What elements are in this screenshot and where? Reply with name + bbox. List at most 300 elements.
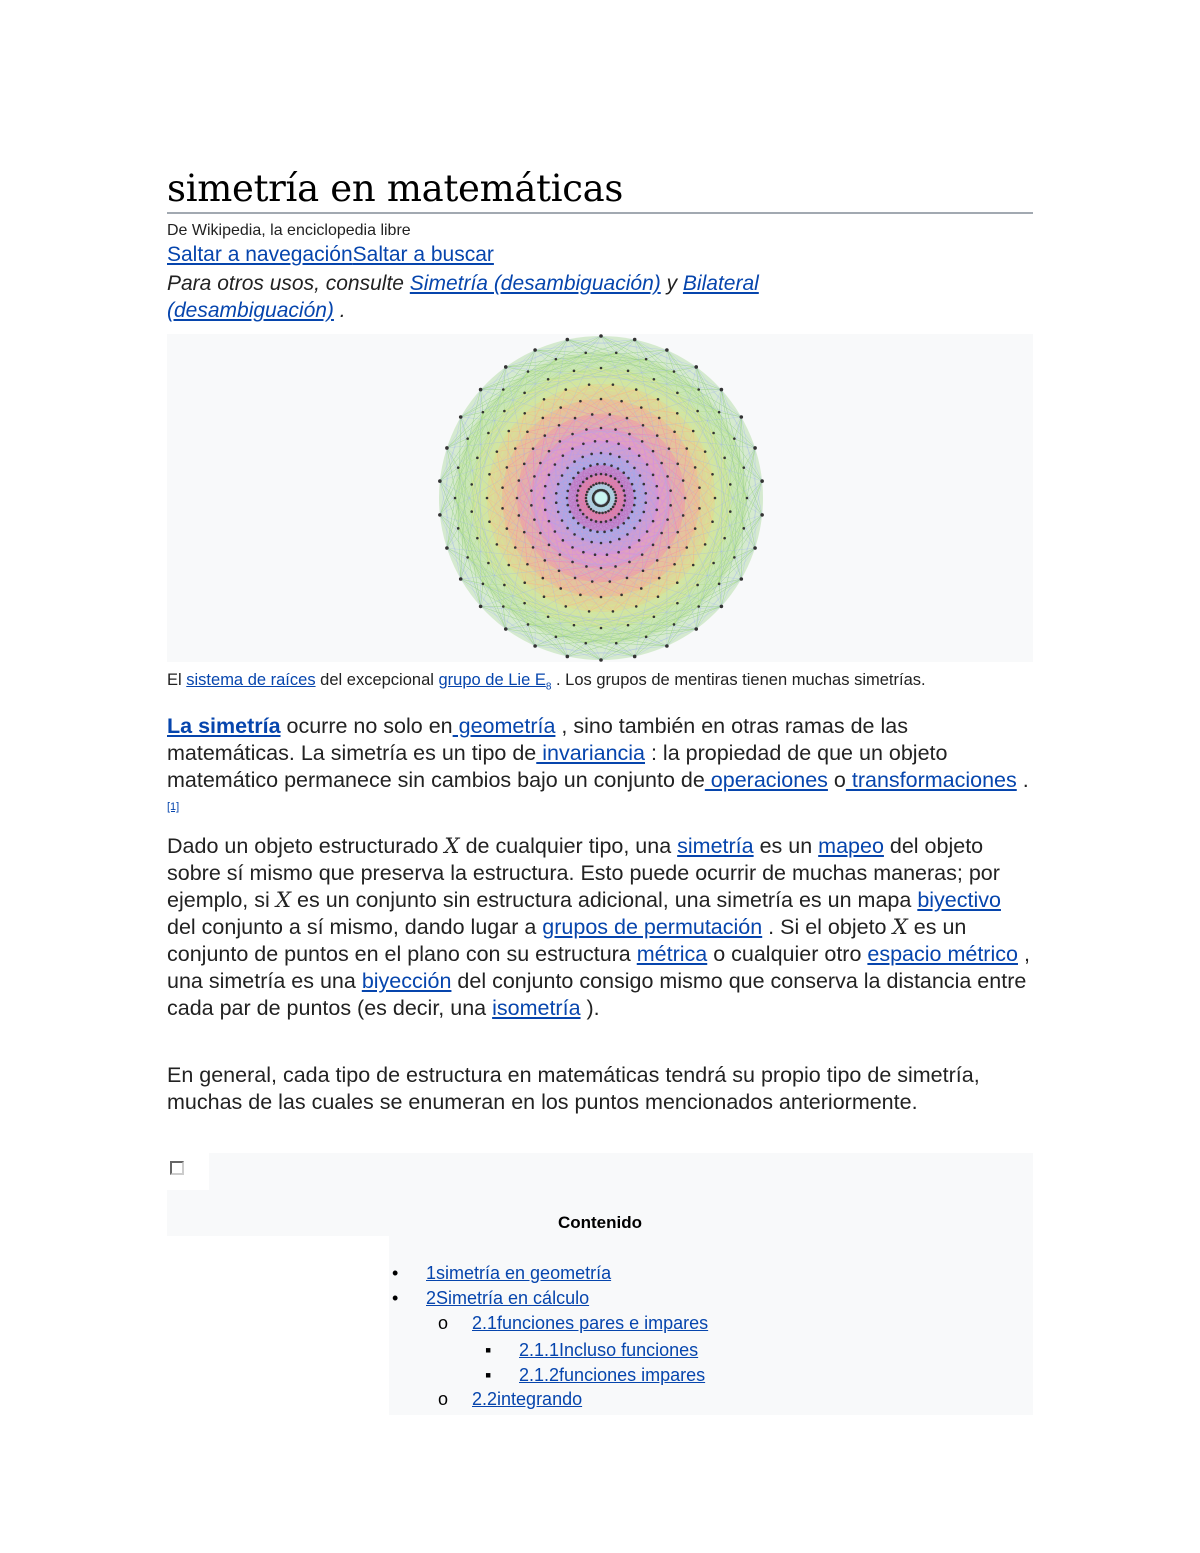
- caption-text-3: . Los grupos de mentiras tienen muchas simetrías.: [551, 671, 926, 689]
- root-vertex: [608, 413, 611, 416]
- text: o: [827, 768, 846, 792]
- root-vertex: [613, 503, 616, 506]
- root-vertex: [660, 462, 663, 465]
- root-vertex: [589, 464, 592, 467]
- root-vertex: [600, 367, 603, 370]
- toc-item[interactable]: [392, 1263, 612, 1284]
- root-vertex: [576, 499, 579, 502]
- root-vertex: [487, 432, 490, 435]
- site-tagline: De Wikipedia, la enciclopedia libre: [167, 222, 411, 239]
- root-vertex: [533, 348, 537, 352]
- root-vertex: [711, 520, 714, 523]
- root-vertex: [558, 569, 561, 572]
- root-vertex: [496, 543, 499, 546]
- caption-link-lie-group[interactable]: [438, 671, 552, 693]
- reference-1-link[interactable]: [1]: [167, 801, 180, 813]
- root-vertex: [633, 490, 636, 493]
- link-simetria[interactable]: simetría: [677, 834, 754, 858]
- root-vertex: [642, 511, 645, 514]
- root-vertex: [626, 460, 629, 463]
- root-vertex: [676, 412, 679, 415]
- root-vertex: [641, 440, 644, 443]
- root-vertex: [566, 655, 570, 659]
- root-vertex: [504, 627, 508, 631]
- root-vertex: [718, 411, 721, 414]
- paragraph-general: En general, cada tipo de estructura en matemáticas tendrá su propio tipo de simetría, muchas de las cuales se enumeran en los puntos mencionados anteriormente.: [167, 1063, 980, 1114]
- root-vertex: [566, 527, 569, 530]
- root-vertex: [579, 509, 582, 512]
- root-vertex: [596, 531, 599, 534]
- root-vertex: [720, 605, 724, 609]
- root-vertex: [533, 518, 536, 521]
- root-vertex: [527, 623, 530, 626]
- root-vertex: [577, 471, 580, 474]
- root-vertex: [628, 433, 631, 436]
- math-variable-x: X: [892, 915, 908, 940]
- root-vertex: [577, 504, 580, 507]
- root-vertex: [618, 481, 621, 484]
- root-vertex: [585, 497, 588, 500]
- root-vertex: [548, 544, 551, 547]
- root-vertex: [682, 479, 685, 482]
- root-vertex: [614, 516, 617, 519]
- root-vertex: [617, 467, 620, 470]
- root-vertex: [617, 551, 620, 554]
- root-vertex: [729, 510, 732, 513]
- root-vertex: [733, 556, 736, 559]
- root-vertex: [733, 437, 736, 440]
- root-vertex: [589, 529, 592, 532]
- root-vertex: [591, 413, 594, 416]
- root-vertex: [572, 477, 575, 480]
- link-transformaciones[interactable]: transformaciones: [845, 768, 1017, 792]
- root-vertex: [488, 520, 491, 523]
- root-vertex: [445, 446, 449, 450]
- root-vertex: [571, 447, 574, 450]
- root-vertex: [646, 463, 649, 466]
- toc-item[interactable]: [438, 1313, 709, 1334]
- root-vertex: [743, 527, 746, 530]
- root-vertex: [673, 563, 676, 566]
- paragraph-structured-object: [167, 833, 1033, 1022]
- root-vertex: [502, 605, 505, 608]
- root-vertex: [543, 595, 546, 598]
- root-vertex: [682, 514, 685, 517]
- root-vertex: [581, 538, 584, 541]
- root-vertex: [612, 610, 615, 613]
- toc-link[interactable]: [426, 1288, 589, 1308]
- root-vertex: [590, 475, 593, 478]
- root-vertex: [627, 370, 630, 373]
- root-vertex: [656, 559, 659, 562]
- root-vertex: [566, 467, 569, 470]
- caption-subscript: 8: [545, 681, 552, 693]
- root-vertex: [604, 511, 607, 514]
- toc-item[interactable]: [485, 1365, 706, 1386]
- figure-e8-root-system: [167, 334, 1033, 662]
- root-vertex: [631, 483, 634, 486]
- root-vertex: [572, 517, 575, 520]
- root-vertex: [605, 473, 608, 476]
- root-vertex: [457, 527, 460, 530]
- root-vertex: [582, 513, 585, 516]
- root-vertex: [638, 454, 641, 457]
- toc-item[interactable]: [392, 1288, 590, 1309]
- root-vertex: [626, 577, 629, 580]
- root-vertex: [644, 492, 647, 495]
- root-vertex: [598, 512, 601, 515]
- link-biyectivo[interactable]: biyectivo: [917, 888, 1001, 912]
- root-vertex: [658, 577, 661, 580]
- root-vertex: [633, 527, 636, 530]
- bullet-icon: ▪: [485, 1365, 492, 1385]
- root-vertex: [586, 503, 589, 506]
- link-isometria[interactable]: isometría: [492, 996, 581, 1020]
- toc-link[interactable]: [426, 1263, 611, 1283]
- toc-toggle-checkbox[interactable]: [167, 1153, 207, 1190]
- root-vertex: [547, 615, 550, 618]
- root-vertex: [543, 398, 546, 401]
- root-vertex: [514, 447, 517, 450]
- root-vertex: [566, 338, 570, 342]
- root-vertex: [583, 526, 586, 529]
- link-operaciones[interactable]: operaciones: [704, 768, 828, 792]
- link-la-simetria[interactable]: La simetría: [167, 714, 281, 738]
- root-vertex: [527, 370, 530, 373]
- jump-to-search-link[interactable]: Saltar a buscar: [352, 243, 494, 266]
- root-vertex: [573, 624, 576, 627]
- caption-text-2: del excepcional: [315, 671, 439, 689]
- root-vertex: [640, 587, 643, 590]
- toc-label: simetría en geometría: [436, 1263, 612, 1283]
- math-variable-x: X: [444, 834, 460, 859]
- root-vertex: [579, 400, 582, 403]
- root-vertex: [676, 581, 679, 584]
- link-mapeo[interactable]: mapeo: [818, 834, 884, 858]
- root-vertex: [685, 546, 688, 549]
- root-vertex: [712, 432, 715, 435]
- root-vertex: [559, 406, 562, 409]
- root-vertex: [555, 492, 558, 495]
- root-vertex: [574, 577, 577, 580]
- root-vertex: [459, 577, 463, 581]
- root-vertex: [623, 504, 626, 507]
- jump-to-navigation-link[interactable]: Saltar a navegación: [167, 243, 353, 266]
- root-vertex: [595, 520, 598, 523]
- root-vertex: [504, 365, 508, 369]
- root-vertex: [704, 450, 707, 453]
- root-vertex: [544, 485, 547, 488]
- hatnote-link-simetria[interactable]: Simetría (desambiguación): [409, 272, 661, 295]
- root-vertex: [479, 388, 483, 392]
- root-vertex: [564, 388, 567, 391]
- root-vertex: [573, 370, 576, 373]
- root-vertex: [723, 537, 726, 540]
- root-vertex: [561, 519, 564, 522]
- root-vertex: [618, 538, 621, 541]
- root-vertex: [627, 477, 630, 480]
- root-vertex: [610, 464, 613, 467]
- text: del conjunto consigo mismo que conserva la distancia entre cada par de puntos (es decir, una: [167, 969, 1027, 1020]
- root-vertex: [501, 507, 504, 510]
- root-vertex: [617, 442, 620, 445]
- root-vertex: [615, 351, 618, 354]
- link-invariancia[interactable]: invariancia: [536, 741, 646, 765]
- root-vertex: [676, 463, 679, 466]
- toc-item[interactable]: [438, 1389, 583, 1410]
- root-vertex: [613, 491, 616, 494]
- root-vertex: [657, 497, 660, 500]
- root-vertex: [712, 562, 715, 565]
- root-vertex: [628, 447, 631, 450]
- root-vertex: [697, 605, 700, 608]
- link-espacio-metrico[interactable]: espacio métrico: [867, 942, 1018, 966]
- root-vertex: [624, 499, 627, 502]
- root-vertex: [466, 556, 469, 559]
- root-vertex: [692, 430, 695, 433]
- root-vertex: [714, 497, 717, 500]
- root-vertex: [658, 417, 661, 420]
- root-vertex: [657, 595, 660, 598]
- root-vertex: [584, 351, 587, 354]
- root-vertex: [694, 527, 697, 530]
- root-vertex: [612, 383, 615, 386]
- root-vertex: [685, 447, 688, 450]
- root-vertex: [620, 509, 623, 512]
- toc-label: integrando: [497, 1389, 583, 1409]
- e8-root-system-image[interactable]: [437, 334, 765, 662]
- text: es un conjunto de puntos en el plano con su estructura: [167, 915, 967, 966]
- root-vertex: [600, 567, 603, 570]
- root-vertex: [617, 526, 620, 529]
- root-vertex: [523, 392, 526, 395]
- root-vertex: [609, 475, 612, 478]
- root-vertex: [588, 383, 591, 386]
- root-vertex: [633, 338, 637, 342]
- root-vertex: [542, 577, 545, 580]
- root-vertex: [506, 466, 509, 469]
- root-vertex: [635, 605, 638, 608]
- root-vertex: [585, 428, 588, 431]
- root-center: [595, 492, 607, 504]
- root-vertex: [614, 477, 617, 480]
- link-grupos-de-permutacion[interactable]: grupos de permutación: [542, 915, 763, 939]
- root-vertex: [598, 489, 601, 492]
- link-metrica[interactable]: métrica: [636, 942, 708, 966]
- root-vertex: [694, 627, 698, 631]
- root-vertex: [653, 615, 656, 618]
- toc-link[interactable]: [472, 1389, 582, 1409]
- root-vertex: [581, 456, 584, 459]
- root-vertex: [711, 473, 714, 476]
- root-vertex: [585, 500, 588, 503]
- root-vertex: [639, 519, 642, 522]
- root-vertex: [438, 479, 442, 483]
- root-vertex: [600, 596, 603, 599]
- root-vertex: [599, 658, 603, 662]
- root-vertex: [614, 565, 617, 568]
- root-vertex: [626, 417, 629, 420]
- root-vertex: [482, 583, 485, 586]
- root-vertex: [533, 475, 536, 478]
- root-vertex: [558, 424, 561, 427]
- root-vertex: [610, 486, 613, 489]
- root-vertex: [523, 581, 526, 584]
- root-vertex: [516, 497, 519, 500]
- root-vertex: [635, 388, 638, 391]
- root-vertex: [571, 433, 574, 436]
- text: , una simetría es una: [167, 942, 1030, 993]
- root-vertex: [503, 584, 506, 587]
- toc-link[interactable]: [519, 1365, 705, 1385]
- root-vertex: [592, 484, 595, 487]
- root-vertex: [600, 627, 603, 630]
- root-vertex: [644, 501, 647, 504]
- root-vertex: [638, 539, 641, 542]
- text: o cualquier otro: [707, 942, 868, 966]
- root-vertex: [622, 522, 625, 525]
- toc-link[interactable]: [472, 1313, 708, 1333]
- root-vertex: [543, 497, 546, 500]
- root-vertex: [557, 483, 560, 486]
- root-vertex: [760, 479, 764, 483]
- toc-link[interactable]: [519, 1340, 698, 1360]
- root-vertex: [604, 482, 607, 485]
- root-vertex: [753, 546, 757, 550]
- root-vertex: [459, 415, 463, 419]
- root-vertex: [634, 497, 637, 500]
- root-vertex: [696, 410, 699, 413]
- root-vertex: [482, 411, 485, 414]
- root-vertex: [676, 392, 679, 395]
- root-vertex: [548, 520, 551, 523]
- root-vertex: [668, 447, 671, 450]
- root-vertex: [642, 483, 645, 486]
- root-vertex: [571, 561, 574, 564]
- root-vertex: [653, 378, 656, 381]
- root-vertex: [445, 546, 449, 550]
- root-vertex: [676, 531, 679, 534]
- root-vertex: [559, 587, 562, 590]
- text: . Si el objeto: [762, 915, 893, 939]
- root-vertex: [542, 417, 545, 420]
- root-vertex: [585, 494, 588, 497]
- root-vertex: [598, 482, 601, 485]
- text: : la propiedad de que un objeto matemático permanece sin cambios bajo un conjunto de: [167, 741, 948, 792]
- root-vertex: [574, 417, 577, 420]
- root-vertex: [668, 546, 671, 549]
- root-vertex: [666, 475, 669, 478]
- hatnote-link-bilateral[interactable]: Bilateral (desambiguación): [167, 272, 759, 322]
- root-vertex: [609, 541, 612, 544]
- root-vertex: [739, 577, 743, 581]
- root-vertex: [633, 655, 637, 659]
- toc-item[interactable]: [485, 1340, 699, 1361]
- text: es un: [753, 834, 819, 858]
- root-vertex: [609, 453, 612, 456]
- root-vertex: [577, 489, 580, 492]
- root-vertex: [600, 542, 603, 545]
- root-vertex: [614, 494, 617, 497]
- root-vertex: [590, 508, 593, 511]
- root-vertex: [595, 511, 598, 514]
- toc-label: Incluso funciones: [559, 1340, 699, 1360]
- hatnote: [167, 270, 867, 324]
- root-vertex: [692, 564, 695, 567]
- root-vertex: [694, 466, 697, 469]
- paragraph-intro: [167, 713, 1033, 825]
- toc-label: Simetría en cálculo: [436, 1288, 590, 1308]
- root-vertex: [488, 473, 491, 476]
- root-vertex: [600, 452, 603, 455]
- root-vertex: [544, 509, 547, 512]
- root-vertex: [760, 513, 764, 517]
- root-vertex: [457, 466, 460, 469]
- root-vertex: [614, 428, 617, 431]
- root-vertex: [507, 564, 510, 567]
- root-vertex: [555, 501, 558, 504]
- root-vertex: [595, 473, 598, 476]
- caption-link-root-system[interactable]: sistema de raíces: [186, 671, 316, 689]
- root-vertex: [627, 624, 630, 627]
- root-vertex: [582, 481, 585, 484]
- root-vertex: [614, 500, 617, 503]
- root-vertex: [523, 412, 526, 415]
- root-vertex: [665, 644, 669, 648]
- root-vertex: [559, 440, 562, 443]
- root-vertex: [470, 483, 473, 486]
- link-biyeccion[interactable]: biyección: [361, 969, 452, 993]
- root-vertex: [620, 400, 623, 403]
- root-vertex: [639, 474, 642, 477]
- root-vertex: [573, 460, 576, 463]
- root-vertex: [684, 497, 687, 500]
- root-vertex: [612, 488, 615, 491]
- root-vertex: [595, 482, 598, 485]
- root-vertex: [523, 463, 526, 466]
- root-vertex: [665, 348, 669, 352]
- root-vertex: [696, 584, 699, 587]
- root-vertex: [590, 519, 593, 522]
- bullet-icon: ▪: [485, 1340, 492, 1360]
- root-vertex: [618, 513, 621, 516]
- toc-number: 2.1: [472, 1313, 498, 1333]
- root-vertex: [624, 494, 627, 497]
- root-vertex: [594, 553, 597, 556]
- root-vertex: [539, 532, 542, 535]
- root-vertex: [608, 580, 611, 583]
- root-vertex: [487, 562, 490, 565]
- root-vertex: [600, 398, 603, 401]
- root-vertex: [454, 497, 457, 500]
- jump-links: [167, 243, 494, 267]
- root-vertex: [501, 486, 504, 489]
- root-vertex: [669, 489, 672, 492]
- root-vertex: [548, 474, 551, 477]
- root-vertex: [507, 430, 510, 433]
- root-vertex: [603, 531, 606, 534]
- text: del conjunto a sí mismo, dando lugar a: [167, 915, 543, 939]
- root-vertex: [582, 442, 585, 445]
- root-vertex: [704, 543, 707, 546]
- root-vertex: [603, 463, 606, 466]
- root-vertex: [476, 537, 479, 540]
- root-vertex: [555, 358, 558, 361]
- root-vertex: [673, 430, 676, 433]
- link-geometria[interactable]: geometría: [452, 714, 556, 738]
- caption-text-1: El: [167, 671, 187, 689]
- root-vertex: [586, 477, 589, 480]
